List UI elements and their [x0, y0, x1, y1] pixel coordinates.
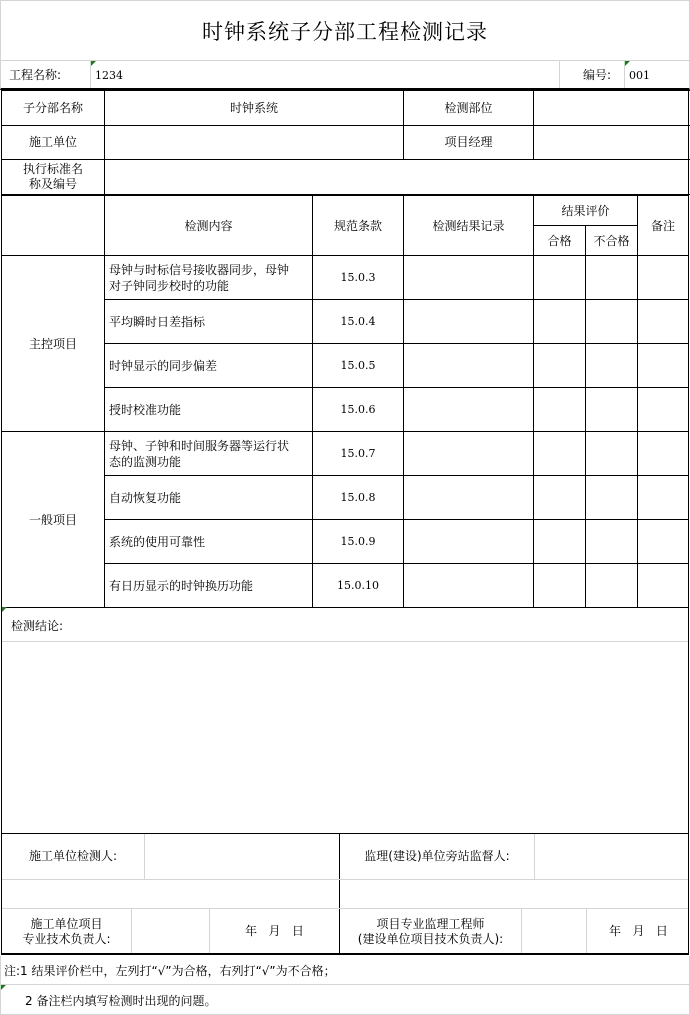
item-record-input[interactable]: [403, 431, 534, 476]
contractor-tech-signature[interactable]: [132, 909, 209, 954]
item-content: [104, 343, 313, 388]
sub-division-label: 子分部名称: [2, 91, 105, 126]
item-clause-text: 15.0.6: [340, 402, 376, 416]
item-clause: [312, 475, 404, 520]
header-remark: [637, 195, 689, 256]
item-fail-checkbox[interactable]: [585, 563, 638, 608]
conclusion-section: [1, 607, 689, 834]
item-content-line-1: 系统的使用可靠性: [109, 534, 206, 549]
item-fail-checkbox[interactable]: [585, 519, 638, 564]
header-evaluation: [533, 195, 638, 226]
item-record-input[interactable]: [403, 343, 534, 388]
header-fail-text: 不合格: [593, 233, 630, 248]
supervisor-date[interactable]: 年 月 日: [609, 924, 668, 938]
item-content-line-1: 母钟、子钟和时间服务器等运行状: [109, 438, 290, 453]
item-clause: [312, 299, 404, 344]
item-record-input[interactable]: [403, 387, 534, 432]
code-input[interactable]: 001: [629, 68, 650, 82]
item-pass-checkbox[interactable]: [533, 475, 586, 520]
label-line-1: 项目专业监理工程师: [376, 916, 485, 931]
item-content-line-1: 授时校准功能: [109, 402, 182, 417]
item-content: [104, 431, 313, 476]
contractor-input[interactable]: [105, 126, 404, 160]
conclusion-input[interactable]: [2, 642, 688, 833]
supervisor-inspector-label: 监理(建设)单位旁站监督人:: [364, 849, 510, 863]
sub-division-value[interactable]: 时钟系统: [105, 91, 404, 126]
project-name-label: 工程名称:: [9, 67, 62, 82]
header-content: [104, 195, 313, 256]
header-record: [403, 195, 534, 256]
contractor-tech-label: [2, 909, 131, 954]
item-remark-input[interactable]: [637, 255, 689, 300]
item-fail-checkbox[interactable]: [585, 343, 638, 388]
notes-section: [0, 956, 690, 1015]
item-fail-checkbox[interactable]: [585, 387, 638, 432]
item-pass-checkbox[interactable]: [533, 519, 586, 564]
header-content-text: 检测内容: [184, 218, 233, 233]
item-clause: [312, 519, 404, 564]
note-2: 2 备注栏内填写检测时出现的问题。: [25, 994, 217, 1008]
item-clause-text: 15.0.4: [340, 314, 376, 328]
label-line-2: 专业技术负责人:: [22, 931, 111, 946]
project-name-input[interactable]: 1234: [95, 68, 123, 82]
inspect-location-input[interactable]: [534, 91, 689, 126]
item-content: [104, 255, 313, 300]
group-label: [1, 255, 105, 432]
supervisor-engineer-signature[interactable]: [522, 909, 586, 954]
comment-marker-icon: [2, 607, 7, 612]
supervisor-engineer-label: [340, 909, 521, 954]
group-label-text: 主控项目: [28, 336, 77, 351]
item-fail-checkbox[interactable]: [585, 475, 638, 520]
project-row: [0, 61, 690, 90]
manager-input[interactable]: [534, 126, 689, 160]
item-record-input[interactable]: [403, 475, 534, 520]
label-line-2: (建设单位项目技术负责人):: [357, 931, 504, 946]
item-clause: [312, 255, 404, 300]
item-clause: [312, 431, 404, 476]
item-content: [104, 475, 313, 520]
item-pass-checkbox[interactable]: [533, 387, 586, 432]
item-content: [104, 519, 313, 564]
item-fail-checkbox[interactable]: [585, 299, 638, 344]
item-fail-checkbox[interactable]: [585, 255, 638, 300]
item-remark-input[interactable]: [637, 475, 689, 520]
item-content-line-1: 平均瞬时日差指标: [109, 314, 206, 329]
contractor-inspector-input[interactable]: [145, 834, 339, 879]
item-content-line-2: 对子钟同步校时的功能: [109, 278, 230, 293]
item-content-line-1: 母钟与时标信号接收器同步，母钟: [109, 262, 290, 277]
header-evaluation-text: 结果评价: [561, 203, 610, 218]
header-blank: [1, 195, 105, 256]
item-record-input[interactable]: [403, 519, 534, 564]
header-record-text: 检测结果记录: [432, 218, 505, 233]
item-record-input[interactable]: [403, 563, 534, 608]
item-pass-checkbox[interactable]: [533, 255, 586, 300]
item-content-line-1: 有日历显示的时钟换历功能: [109, 578, 254, 593]
item-remark-input[interactable]: [637, 299, 689, 344]
comment-marker-icon: [1, 985, 6, 990]
manager-label: 项目经理: [404, 126, 534, 160]
standard-input[interactable]: [105, 160, 689, 195]
item-content: [104, 563, 313, 608]
contractor-inspector-label: 施工单位检测人:: [28, 849, 118, 863]
item-content-line-2: 态的监测功能: [109, 454, 182, 469]
item-pass-checkbox[interactable]: [533, 299, 586, 344]
item-clause-text: 15.0.3: [340, 270, 376, 284]
signature-section: [1, 834, 689, 955]
item-remark-input[interactable]: [637, 431, 689, 476]
item-remark-input[interactable]: [637, 563, 689, 608]
group-label-text: 一般项目: [28, 512, 77, 527]
item-clause-text: 15.0.9: [340, 534, 376, 548]
page-title: 时钟系统子分部工程检测记录: [0, 0, 690, 61]
item-pass-checkbox[interactable]: [533, 431, 586, 476]
item-content: [104, 387, 313, 432]
item-pass-checkbox[interactable]: [533, 343, 586, 388]
item-content: [104, 299, 313, 344]
item-clause: [312, 343, 404, 388]
header-fail: [585, 225, 638, 256]
item-pass-checkbox[interactable]: [533, 563, 586, 608]
item-fail-checkbox[interactable]: [585, 431, 638, 476]
header-remark-text: 备注: [650, 218, 675, 233]
item-content-line-1: 自动恢复功能: [109, 490, 182, 505]
inspection-table: [1, 90, 689, 195]
item-record-input[interactable]: [403, 255, 534, 300]
item-remark-input[interactable]: [637, 519, 689, 564]
code-label: 编号:: [583, 67, 612, 82]
item-clause-text: 15.0.5: [340, 358, 376, 372]
contractor-date[interactable]: 年 月 日: [245, 924, 304, 938]
header-clause: [312, 195, 404, 256]
item-clause-text: 15.0.10: [337, 578, 379, 592]
header-pass-text: 合格: [547, 233, 572, 248]
item-content-line-1: 时钟显示的同步偏差: [109, 358, 218, 373]
item-clause-text: 15.0.7: [340, 446, 376, 460]
standard-label: 执行标准名 称及编号: [2, 160, 105, 195]
note-1: 注:1 结果评价栏中，左列打“√”为合格，右列打“√”为不合格；: [4, 964, 336, 978]
item-remark-input[interactable]: [637, 387, 689, 432]
inspect-location-label: 检测部位: [404, 91, 534, 126]
item-record-input[interactable]: [403, 299, 534, 344]
supervisor-inspector-input[interactable]: [535, 834, 690, 879]
label-line-1: 施工单位项目: [30, 916, 103, 931]
group-label: [1, 431, 105, 608]
item-clause: [312, 387, 404, 432]
item-remark-input[interactable]: [637, 343, 689, 388]
conclusion-label: 检测结论:: [11, 619, 64, 633]
header-clause-text: 规范条款: [333, 218, 382, 233]
contractor-label: 施工单位: [2, 126, 105, 160]
header-pass: [533, 225, 586, 256]
item-clause: [312, 563, 404, 608]
item-clause-text: 15.0.8: [340, 490, 376, 504]
